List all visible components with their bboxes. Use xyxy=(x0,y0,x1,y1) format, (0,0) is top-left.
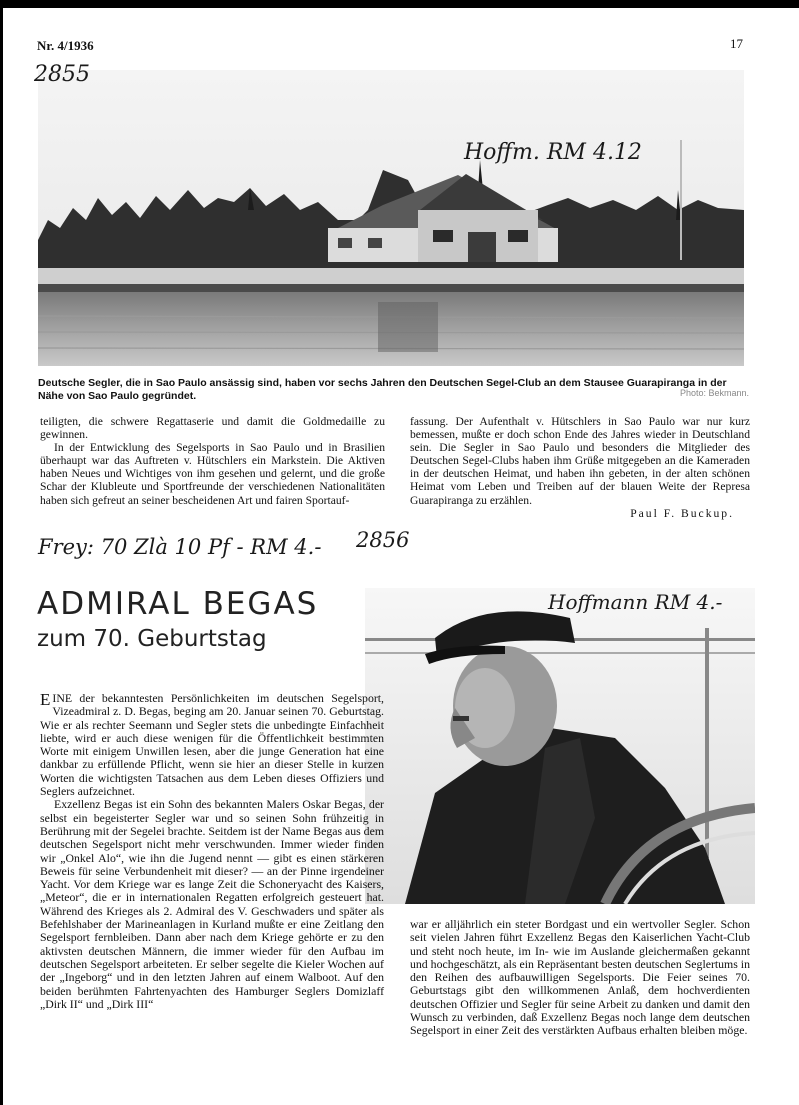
article-headline xyxy=(37,586,318,652)
article-column-right xyxy=(410,415,750,520)
headline-title: ADMIRAL BEGAS xyxy=(37,586,319,622)
sailing-club-photo xyxy=(38,70,744,366)
price-note-handwritten: Hoffm. RM 4.12 xyxy=(464,140,642,165)
paragraph: fassung. Der Aufenthalt v. Hütschlers in Sao Paulo war nur kurz bemessen, mußte er doch schon Ende des Jahres wieder in Deutschland sein. Die Segler in Sao Paulo und besonders die Mitglieder des Deutschen Segel-Clubs haben ihm Grüße mitgegeben an die Kameraden in der deutschen Heimat, und haben ihn gebeten, in der alten schönen Heimat vom Leben und Treiben auf der blauen Weite der Represa Guarapiranga zu erzählen. xyxy=(410,415,750,507)
paragraph: In der Entwicklung des Segelsports in Sao Paulo und in Brasilien überhaupt war das Auftreten v. Hütschlers ein Markstein. Die Aktiven haben Neues und Wichtiges von ihm gesehen und gelernt, und die große Schar der Klubleute und Sportfreunde der verschiedenen Nationalitäten haben sich gefreut an seiner bescheidenen Art und fairen Sportauf- xyxy=(40,441,385,507)
archive-number-handwritten: 2855 xyxy=(34,62,90,87)
headline-subtitle: zum 70. Geburtstag xyxy=(37,626,267,652)
page-number: 17 xyxy=(730,36,743,51)
admiral-portrait-photo xyxy=(365,588,755,904)
photo-caption: Deutsche Segler, die in Sao Paulo ansässig sind, haben vor sechs Jahren den Deutschen Segel-Club an dem Stausee Guarapiranga in der Nähe von Sao Paulo gegründet. xyxy=(38,377,727,402)
drop-cap: E xyxy=(40,690,51,709)
paragraph: teiligten, die schwere Regattaserie und damit die Goldmedaille zu gewinnen. xyxy=(40,415,385,442)
top-edge-bar xyxy=(0,0,799,8)
article-column-right xyxy=(410,918,750,1038)
author-signature: Paul F. Buckup. xyxy=(630,506,734,520)
article-column-left xyxy=(40,415,385,507)
archive-number-handwritten: 2856 xyxy=(356,528,410,552)
paragraph: Exzellenz Begas ist ein Sohn des bekannten Malers Oskar Begas, der selbst ein begeisterter Segler war und so seinen Sohn frühzeitig in Berührung mit der Segelei brachte. Seitdem ist der Name Begas aus dem deutschen Segelsport nicht mehr verschwunden. Immer wieder finden wir „Onkel Alo“, wie ihn die Jugend nennt — gibt es einen stärkeren Beweis für seine Verbundenheit mit dieser? — an der Pinne irgendeiner Yacht. Vor dem Kriege war es lange Zeit die Schoneryacht des Kaisers, „Meteor“, die er in internationalen Regatten erfolgreich gesteuert hat. Während des Krieges als 2. Admiral des V. Geschwaders und später als Befehlshaber der Marineanlagen in Kurland mußte er eine Zeitlang den Segelsport fernbleiben. Dann aber nach dem Kriege gehörte er zu den aktivsten deutschen Männern, die immer wieder für den Aufbau im deutschen Segelsport arbeiteten. Er selber segelte die Kieler Wochen auf der „Ingeborg“ und in den letzten Jahren auf einem Walboot. Auf den beiden berühmten Fahrtenyachten des Hamburger Seglers Domizlaff „Dirk II“ und „Dirk III“ xyxy=(40,797,384,1011)
paragraph: war er alljährlich ein steter Bordgast und ein wertvoller Segler. Schon seit vielen Jahren führt Exzellenz Begas den Kaiserlichen Yacht-Club und steht noch heute, im In- wie im Auslande gleichermaßen gekannt und hochgeschätzt, als ein Repräsentant besten deutschen Seglertums in den Reihen des aufbauwilligen Segelsports. Die Feier seines 70. Geburtstags gibt den willkommenen Anlaß, dem hochverdienten deutschen Offizier und Segler für seine Arbeit zu danken und damit den Wunsch zu verbinden, daß Exzellenz Begas noch lange dem deutschen Segelsport in einer Zeit des verstärkten Aufbaus erhalten bleiben möge. xyxy=(410,917,750,1038)
left-edge-bar xyxy=(0,0,3,1105)
paragraph xyxy=(40,692,384,798)
photo-credit: Photo: Bekmann. xyxy=(680,388,750,398)
paragraph-text: INE der bekanntesten Persönlichkeiten im deutschen Segelsport, Vizeadmiral z. D. Begas, beging am 20. Januar seinen 70. Geburtstag. Wie er als rechter Seemann und Segler stets die unbedingte Einfachheit liebte, wird er auch diese wenigen für die Öffentlichkeit bestimmten Worte mit einigem Unwillen lesen, aber die junge Generation hat eine dankbar zu erfüllende Pflicht, wenn sie hier an dieser Stelle in kurzen Worten die wichtigsten Tatsachen aus dem Leben dieses Offiziers und Seglers aufzeichnet. xyxy=(40,691,384,799)
price-note-handwritten: Frey: 70 Zlà 10 Pf - RM 4.- xyxy=(38,535,322,559)
issue-number: Nr. 4/1936 xyxy=(37,38,94,53)
article-column-left xyxy=(40,692,384,1011)
price-note-handwritten: Hoffmann RM 4.- xyxy=(548,590,723,614)
